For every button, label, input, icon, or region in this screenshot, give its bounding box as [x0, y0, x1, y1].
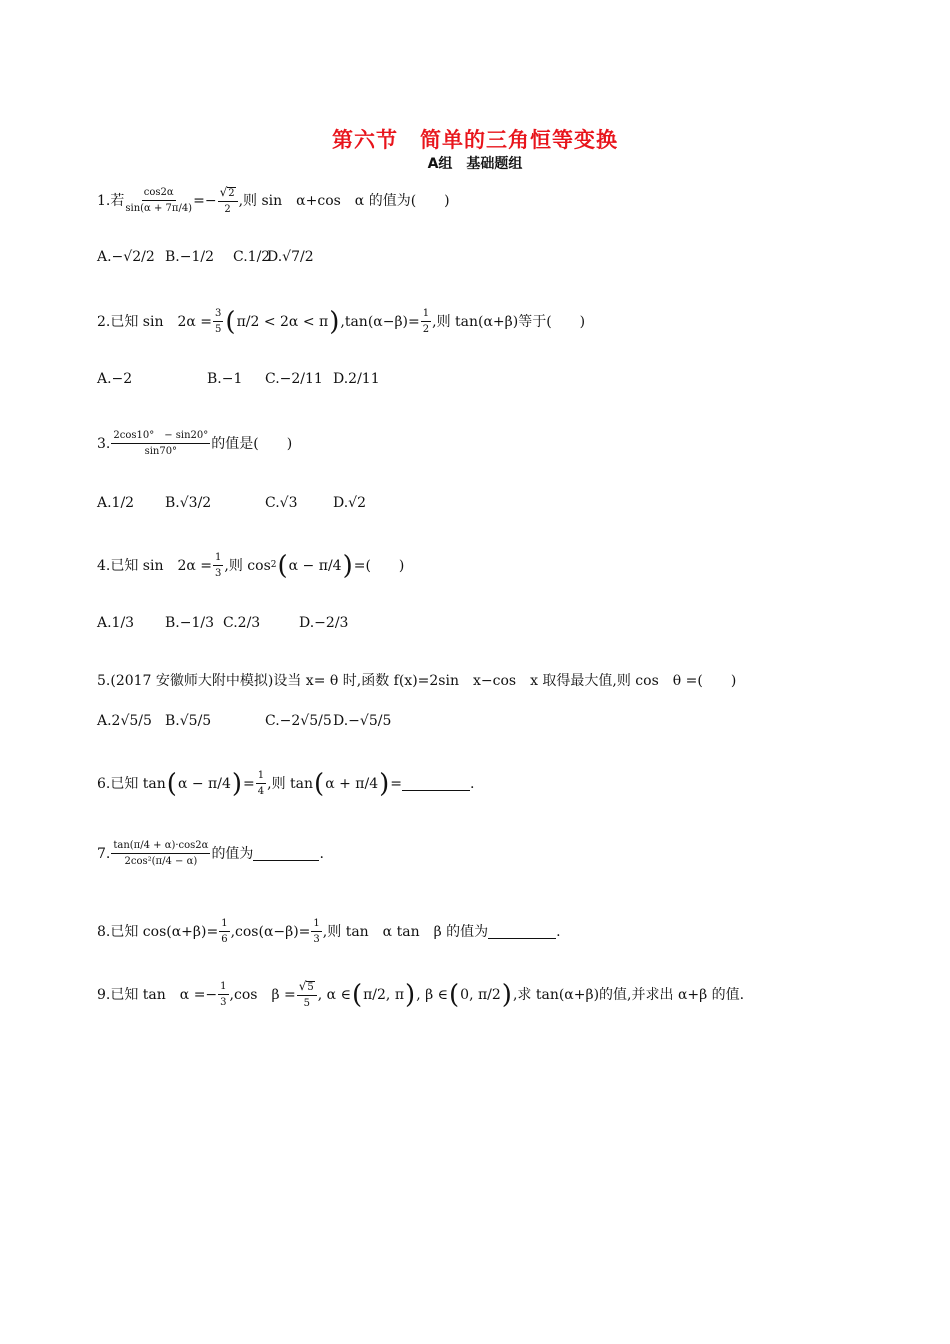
- q6-text-b: ,则 tan: [267, 775, 314, 792]
- left-paren-icon: (: [314, 768, 325, 799]
- question-7: 7. $\frac{\tan(\pi/4 + \alpha)\cdot\cos 2\alpha}{\text{2cos²(π/4 − α)}}$ 的值为 .: [97, 840, 324, 867]
- q1-rhs-fraction: √ 2 2: [218, 186, 238, 215]
- question-5: [97, 674, 736, 688]
- q9-text-e: ,求 tan(α+β)的值,并求出 α+β 的值.: [512, 986, 745, 1003]
- q1-eq: =−: [193, 192, 217, 209]
- q1-option-d[interactable]: D.√7/2: [267, 249, 314, 265]
- left-paren-icon: (: [449, 979, 460, 1010]
- right-paren-icon: ): [379, 768, 390, 799]
- q5-option-d[interactable]: D.−√5/5: [333, 713, 392, 729]
- q9-text-b: ,cos β =: [229, 986, 296, 1003]
- q5-option-b[interactable]: B.√5/5: [165, 713, 212, 729]
- q4-text-b: ,则 cos: [224, 557, 271, 574]
- right-paren-icon: ): [329, 306, 340, 337]
- q8-text-a: 8.已知 cos(α+β)=: [97, 923, 219, 940]
- question-4: [97, 552, 404, 579]
- q2-frac-b: $\frac{1}{2}$: [422, 308, 430, 335]
- q1-frac-den: sin(α + 7π/4): [125, 202, 193, 214]
- question-1: [97, 186, 450, 215]
- q8-frac-a: $\frac{1}{6}$: [221, 918, 228, 945]
- q2-option-b[interactable]: B.−1: [207, 371, 243, 387]
- q3-fraction: $\frac{2\cos 10^\circ - \sin 20^\circ}{\sin 70^\circ}$: [113, 430, 209, 457]
- q1-options: [97, 250, 314, 264]
- q2-option-a[interactable]: A.−2: [97, 371, 133, 387]
- q7-fraction: $\frac{\tan(\pi/4 + \alpha)\cdot\cos 2\alpha}{\text{2cos²(π/4 − α)}}$: [113, 840, 209, 867]
- q1-number: 1.若: [97, 192, 125, 209]
- right-paren-icon: ): [231, 768, 243, 799]
- q4-exponent: 2: [270, 560, 277, 570]
- q6-expr-b: α + π/4: [325, 775, 379, 792]
- q9-frac-a: $\frac{1}{3}$: [220, 981, 227, 1008]
- question-8: 8.已知 cos(α+β)= $\frac{1}{6}$ ,cos(α−β)= $\frac{1}{3}$ ,则 tan α tan β 的值为 .: [97, 918, 561, 945]
- q8-answer-blank[interactable]: [488, 924, 556, 939]
- q6-expr-a: α − π/4: [177, 775, 231, 792]
- q4-expr: α − π/4: [288, 557, 342, 574]
- q4-text-a: 4.已知 sin 2α =: [97, 557, 213, 574]
- q6-text-c: =: [390, 775, 402, 792]
- q4-text-c: =( ): [353, 557, 405, 574]
- q2-text-c: ,则 tan(α+β)等于( ): [432, 313, 586, 330]
- left-paren-icon: (: [351, 979, 363, 1010]
- q8-text-c: ,则 tan α tan β 的值为: [322, 923, 489, 940]
- q3-option-c[interactable]: C.√3: [265, 495, 298, 511]
- q3-option-b[interactable]: B.√3/2: [165, 495, 212, 511]
- q4-option-c[interactable]: C.2/3: [223, 615, 261, 631]
- q8-frac-b: $\frac{1}{3}$: [313, 918, 320, 945]
- q9-frac-b: √ 5 5: [297, 980, 317, 1009]
- q9-text-a: 9.已知 tan α =−: [97, 986, 218, 1003]
- question-3: [97, 430, 292, 457]
- q2-text-b: ,tan(α−β)=: [340, 313, 420, 330]
- q7-number: 7.: [97, 845, 111, 862]
- left-paren-icon: (: [277, 550, 288, 581]
- q5-options: [97, 714, 391, 728]
- q6-answer-blank[interactable]: [402, 776, 470, 791]
- sqrt-icon: √: [219, 185, 228, 199]
- q6-text-a: 6.已知 tan: [97, 775, 166, 792]
- right-paren-icon: ): [405, 979, 416, 1010]
- section-subtitle: A组 基础题组: [427, 156, 523, 172]
- q2-option-c[interactable]: C.−2/11: [265, 371, 323, 387]
- q7-answer-blank[interactable]: [253, 846, 319, 861]
- left-paren-icon: (: [166, 768, 177, 799]
- q3-text: 的值是( ): [211, 435, 293, 452]
- q4-option-a[interactable]: A.1/3: [97, 615, 135, 631]
- q2-condition: π/2 < 2α < π: [236, 313, 329, 330]
- right-paren-icon: ): [342, 550, 353, 581]
- q1-option-b[interactable]: B.−1/2: [165, 249, 214, 265]
- right-paren-icon: ): [501, 979, 512, 1010]
- question-2: [97, 308, 585, 335]
- q5-option-a[interactable]: A.2√5/5: [97, 713, 152, 729]
- left-paren-icon: (: [225, 306, 236, 337]
- q9-text-c: , α ∈: [317, 986, 351, 1003]
- q3-number: 3.: [97, 435, 111, 452]
- q3-option-d[interactable]: D.√2: [333, 495, 367, 511]
- q5-option-c[interactable]: C.−2√5/5: [265, 713, 332, 729]
- q1-fraction: [125, 187, 192, 214]
- q2-frac-a: $\frac{3}{5}$: [215, 308, 222, 335]
- question-6: 6.已知 tan ( α − π/4 ) = $\frac{1}{4}$ ,则 tan ( α + π/4 ) = .: [97, 768, 475, 799]
- question-9: [97, 980, 744, 1009]
- q2-options: [97, 372, 380, 386]
- q3-options: [97, 496, 366, 510]
- q9-text-d: , β ∈: [416, 986, 448, 1003]
- q1-option-a[interactable]: A.−√2/2: [97, 249, 155, 265]
- q4-option-d[interactable]: D.−2/3: [299, 615, 349, 631]
- sqrt-icon: √: [298, 979, 307, 993]
- q5-text: 5.(2017 安徽师大附中模拟)设当 x= θ 时,函数 f(x)=2sin x−cos x 取得最大值,则 cos θ =( ): [97, 673, 737, 689]
- q7-text: 的值为: [211, 845, 254, 862]
- q4-fraction: $\frac{1}{3}$: [215, 552, 222, 579]
- q2-option-d[interactable]: D.2/11: [333, 371, 380, 387]
- q8-text-b: ,cos(α−β)=: [230, 923, 311, 940]
- q1-text: ,则 sin α+cos α 的值为( ): [238, 192, 450, 209]
- page-title: 第六节 简单的三角恒等变换: [332, 128, 618, 152]
- q1-option-c[interactable]: C.1/2: [233, 249, 271, 265]
- q4-option-b[interactable]: B.−1/3: [165, 615, 214, 631]
- q9-interval-a: π/2, π: [363, 986, 405, 1003]
- q6-fraction: $\frac{1}{4}$: [257, 770, 265, 797]
- q3-option-a[interactable]: A.1/2: [97, 495, 135, 511]
- q2-text-a: 2.已知 sin 2α =: [97, 313, 213, 330]
- q4-options: [97, 616, 348, 630]
- q1-frac-num: cos2α: [142, 187, 176, 201]
- q9-interval-b: 0, π/2: [460, 986, 501, 1003]
